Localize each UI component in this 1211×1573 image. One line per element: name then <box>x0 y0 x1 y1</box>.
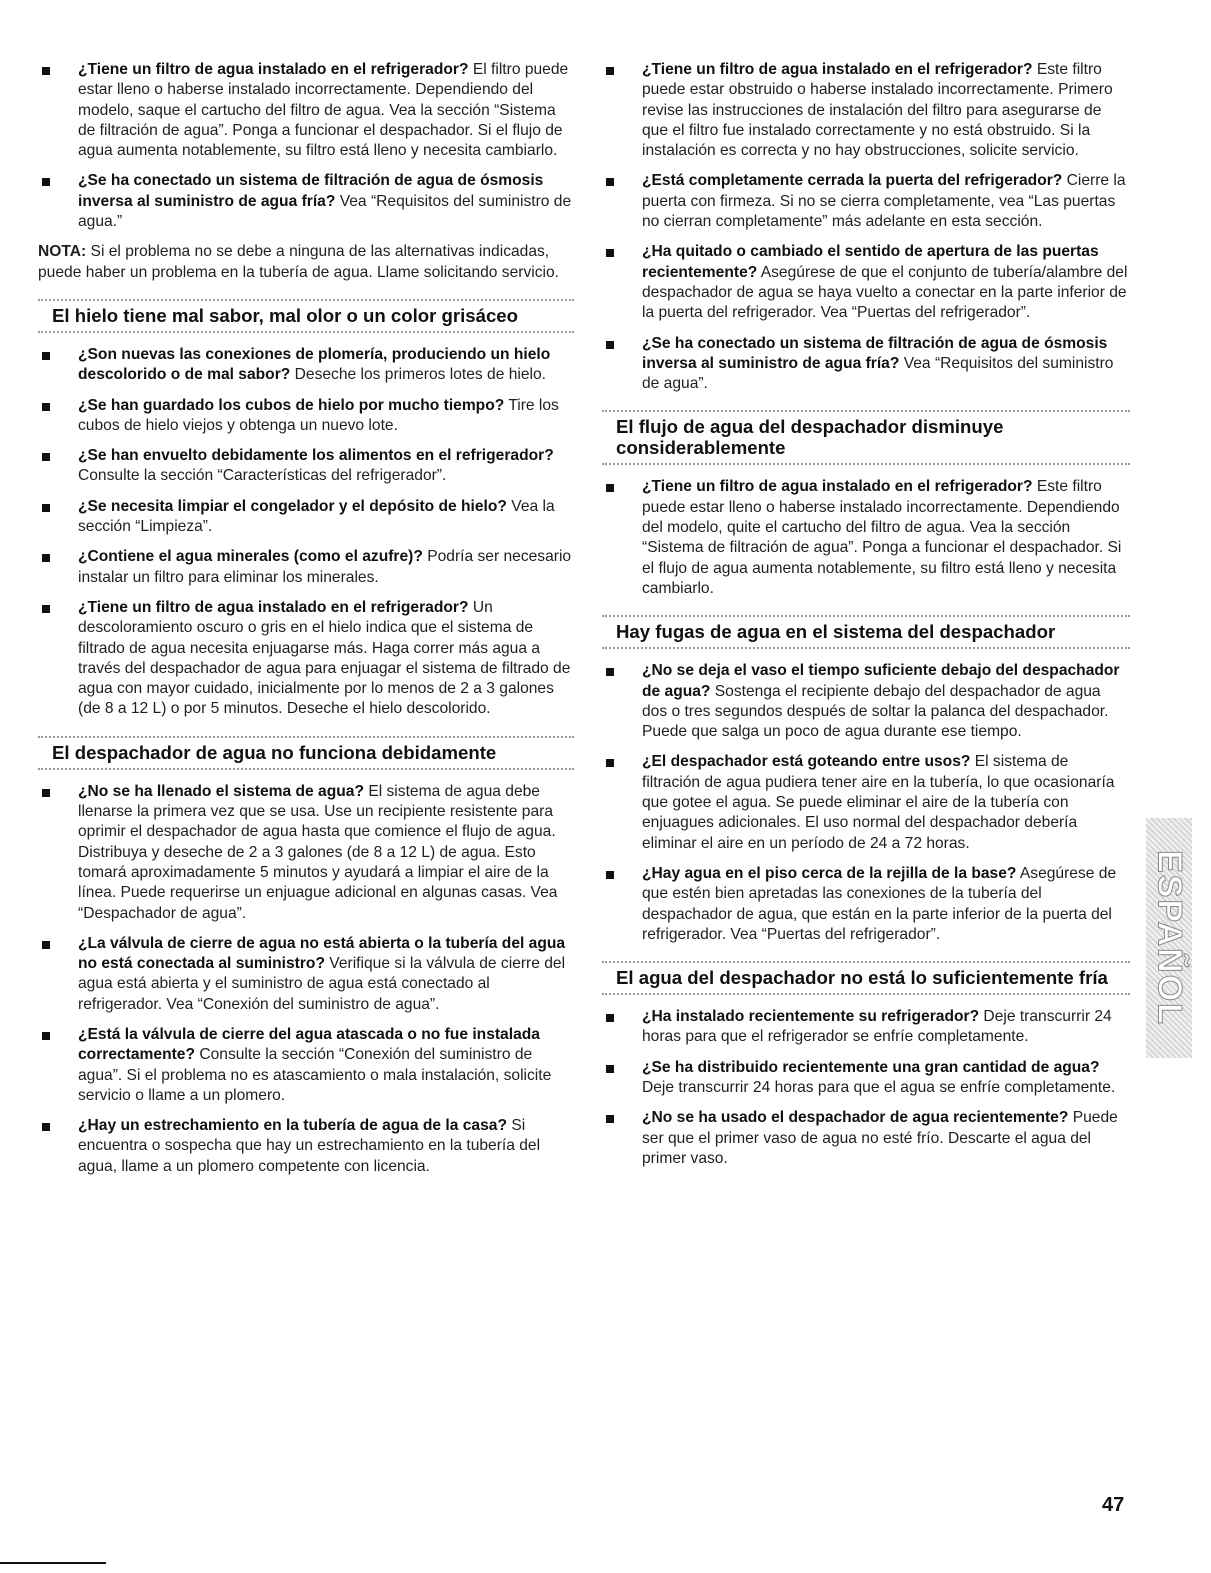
bullet-icon <box>606 341 614 349</box>
answer-text: Puede ser que el primer vaso de agua no esté frío. Descarte el agua del primer vaso. <box>642 1109 1118 1167</box>
bullet-icon <box>606 67 614 75</box>
answer-text: Asegúrese de que estén bien apretadas las conexiones de la tubería del despachador de agua, que están en la parte inferior de la puerta del refrigerador. Vea “Puertas del refrigerador”. <box>642 864 1117 943</box>
question-text: ¿Tiene un filtro de agua instalado en el refrigerador? <box>642 478 1033 496</box>
question-text: ¿Ha quitado o cambiado el sentido de apertura de las puertas recientemente? <box>642 243 1099 281</box>
footer-rule <box>0 1562 106 1564</box>
list-item <box>602 864 1130 945</box>
question-text: ¿Son nuevas las conexiones de plomería, produciendo un hielo descolorido o de mal sabor? <box>78 345 551 384</box>
answer-text: Vea “Requisitos del suministro de agua”. <box>642 354 1114 393</box>
section-header <box>602 410 1130 465</box>
note-label: NOTA: <box>38 243 87 261</box>
list-item <box>602 1108 1130 1169</box>
question-text: ¿Se necesita limpiar el congelador y el depósito de hielo? <box>78 497 507 515</box>
list-item <box>38 598 574 720</box>
bullet-icon <box>606 1065 614 1073</box>
answer-text: Deje transcurrir 24 horas para que el refrigerador se enfríe completamente. <box>642 1008 1112 1046</box>
question-text: ¿Está la válvula de cierre del agua atascada o no fue instalada correctamente? <box>78 1025 540 1064</box>
list-item <box>602 477 1130 599</box>
bullet-icon <box>42 554 50 562</box>
side-tab-label: ESPAÑOL <box>1150 850 1189 1026</box>
question-text: ¿Ha instalado recientemente su refrigerador? <box>642 1008 980 1026</box>
question-text: ¿Tiene un filtro de agua instalado en el refrigerador? <box>78 598 469 616</box>
list-item <box>38 60 574 161</box>
list-item <box>602 60 1130 161</box>
question-text: ¿La válvula de cierre de agua no está abierta o la tubería del agua no está conectada al suministro? <box>78 934 566 973</box>
answer-text: Un descoloramiento oscuro o gris en el hielo indica que el sistema de filtrado de agua necesita enjuagarse más. Haga correr más agua a través del despachador de agua para enjuagar el sistema de filtrado de agua con mayor cuidado, inicialmente por lo menos de 2 a 3 galones (de 8 a 12 L) o por 5 minutos. Deseche el hielo descolorido. <box>78 598 571 718</box>
answer-text: Verifique si la válvula de cierre del agua está abierta y el suministro de agua está conectado al refrigerador. Vea “Conexión del suministro de agua”. <box>78 955 566 1013</box>
answer-text: Tire los cubos de hielo viejos y obtenga un nuevo lote. <box>78 396 559 434</box>
question-text: ¿Se ha conectado un sistema de filtración de agua de ósmosis inversa al suministro de agua fría? <box>78 172 544 210</box>
language-side-tab <box>1146 818 1192 1058</box>
list-item <box>38 171 574 232</box>
bullet-icon <box>42 605 50 613</box>
list-item <box>38 1116 574 1177</box>
bullet-icon <box>42 178 50 186</box>
answer-text: Consulte la sección “Características del refrigerador”. <box>78 467 447 485</box>
question-text: ¿No se ha usado el despachador de agua recientemente? <box>642 1109 1069 1127</box>
list-item <box>602 661 1130 742</box>
list-item <box>38 547 574 588</box>
list-item <box>38 446 574 487</box>
section-title: El despachador de agua no funciona debidamente <box>52 741 497 763</box>
answer-text: Vea “Requisitos del suministro de agua.” <box>78 192 572 231</box>
left-column <box>38 60 574 1187</box>
answer-text: Este filtro puede estar obstruido o haberse instalado incorrectamente. Primero revise las instrucciones de instalación del filtro para asegurarse de que el filtro fue instalado correctamente y no está obstruido. Si la instalación es correcta y no hay obstrucciones, solicite servicio. <box>642 61 1113 160</box>
page-number: 47 <box>1102 1494 1125 1516</box>
section-header <box>602 961 1130 995</box>
list-item <box>602 171 1130 232</box>
question-text: ¿Se han guardado los cubos de hielo por mucho tiempo? <box>78 396 505 414</box>
bullet-icon <box>606 871 614 879</box>
list-item <box>38 345 574 386</box>
question-text: ¿Se ha distribuido recientemente una gran cantidad de agua? <box>642 1058 1100 1076</box>
question-text: ¿No se ha llenado el sistema de agua? <box>78 782 364 800</box>
note-paragraph <box>38 242 574 283</box>
bullet-icon <box>606 178 614 186</box>
bullet-icon <box>606 1115 614 1123</box>
list-item <box>38 934 574 1015</box>
bullet-icon <box>606 249 614 257</box>
bullet-icon <box>42 941 50 949</box>
answer-text: Asegúrese de que el conjunto de tubería/alambre del despachador de agua se haya vuelto a conectar en la parte inferior de la puerta del refrigerador. Vea “Puertas del refrigerador”. <box>642 263 1128 322</box>
bullet-icon <box>606 484 614 492</box>
section-title: El hielo tiene mal sabor, mal olor o un color grisáceo <box>52 304 518 326</box>
question-text: ¿Tiene un filtro de agua instalado en el refrigerador? <box>78 61 469 78</box>
answer-text: Deje transcurrir 24 horas para que el agua se enfríe completamente. <box>642 1078 1116 1096</box>
bullet-icon <box>42 789 50 797</box>
bullet-icon <box>42 352 50 360</box>
section-header <box>38 299 574 333</box>
question-text: ¿No se deja el vaso el tiempo suficiente debajo del despachador de agua? <box>642 662 1120 700</box>
section-header <box>602 615 1130 649</box>
question-text: ¿Está completamente cerrada la puerta del refrigerador? <box>642 172 1063 190</box>
section-title: El agua del despachador no está lo suficientemente fría <box>616 967 1108 989</box>
right-column <box>602 60 1130 1179</box>
question-text: ¿Tiene un filtro de agua instalado en el refrigerador? <box>642 61 1033 78</box>
answer-text: El sistema de agua debe llenarse la primera vez que se usa. Use un recipiente resistente para oprimir el despachador de agua hasta que comience el flujo de agua. Distribuya y deseche de 2 a 3 galones (de 8 a 12 L) de agua. Esto tomará aproximadamente 5 minutos y ayudará a limpiar el aire de la línea. Puede requerirse un enjuague adicional en algunas casas. Vea “Despachador de agua”. <box>78 782 558 922</box>
bullet-icon <box>606 668 614 676</box>
answer-text: Si encuentra o sospecha que hay un estrechamiento en la tubería del agua, llame a un plomero competente con licencia. <box>78 1117 541 1175</box>
answer-text: Vea la sección “Limpieza”. <box>78 497 555 536</box>
bullet-icon <box>42 453 50 461</box>
list-item <box>602 334 1130 395</box>
note-text: Si el problema no se debe a ninguna de las alternativas indicadas, puede haber un problema en la tubería de agua. Llame solicitando servicio. <box>38 243 559 281</box>
answer-text: Cierre la puerta con firmeza. Si no se cierra completamente, vea “Las puertas no cierran completamente” más adelante en esta sección. <box>642 172 1126 231</box>
section-title: El flujo de agua del despachador disminuye considerablemente <box>616 416 1004 459</box>
section-header <box>38 736 574 770</box>
answer-text: Podría ser necesario instalar un filtro para eliminar los minerales. <box>78 548 572 586</box>
bullet-icon <box>42 1032 50 1040</box>
list-item <box>38 782 574 924</box>
answer-text: Sostenga el recipiente debajo del despachador de agua dos o tres segundos después de soltar la palanca del despachador. Puede que salga un poco de agua durante ese tiempo. <box>642 682 1109 741</box>
answer-text: El sistema de filtración de agua pudiera tener aire en la tubería, lo que ocasionaría que gotee el agua. Se puede eliminar el aire de la tubería con enjuagues adicionales. El uso normal del despachador debería eliminar el aire en un período de 24 a 72 horas. <box>642 753 1115 852</box>
question-text: ¿El despachador está goteando entre usos? <box>642 753 971 771</box>
list-item <box>602 242 1130 323</box>
answer-text: Este filtro puede estar lleno o haberse instalado incorrectamente. Dependiendo del modelo, quite el cartucho del filtro de agua. Vea la sección “Sistema de filtración de agua”. Ponga a funcionar el despachador. Si el flujo de agua aumenta notablemente, su filtro está lleno y necesita cambiarlo. <box>642 478 1122 597</box>
question-text: ¿Se han envuelto debidamente los alimentos en el refrigerador? <box>78 447 554 465</box>
bullet-icon <box>42 1123 50 1131</box>
question-text: ¿Se ha conectado un sistema de filtración de agua de ósmosis inversa al suministro de agua fría? <box>642 334 1108 372</box>
answer-text: El filtro puede estar lleno o haberse instalado incorrectamente. Dependiendo del modelo, saque el cartucho del filtro de agua. Vea la sección “Sistema de filtración de agua”. Ponga a funcionar el despachador. Si el flujo de agua aumenta notablemente, su filtro está lleno y necesita cambiarlo. <box>78 61 569 160</box>
list-item <box>602 1058 1130 1099</box>
answer-text: Deseche los primeros lotes de hielo. <box>290 366 546 384</box>
list-item <box>38 1025 574 1106</box>
bullet-icon <box>606 759 614 767</box>
question-text: ¿Contiene el agua minerales (como el azufre)? <box>78 548 423 566</box>
bullet-icon <box>42 504 50 512</box>
question-text: ¿Hay agua en el piso cerca de la rejilla de la base? <box>642 864 1017 882</box>
bullet-icon <box>606 1014 614 1022</box>
list-item <box>602 1007 1130 1048</box>
bullet-icon <box>42 403 50 411</box>
section-title: Hay fugas de agua en el sistema del despachador <box>616 621 1056 643</box>
list-item <box>602 752 1130 853</box>
list-item <box>38 497 574 538</box>
question-text: ¿Hay un estrechamiento en la tubería de agua de la casa? <box>78 1117 507 1135</box>
bullet-icon <box>42 67 50 75</box>
answer-text: Consulte la sección “Conexión del suministro de agua”. Si el problema no es atascamiento o mala instalación, solicite servicio o llame a un plomero. <box>78 1046 552 1104</box>
list-item <box>38 396 574 437</box>
